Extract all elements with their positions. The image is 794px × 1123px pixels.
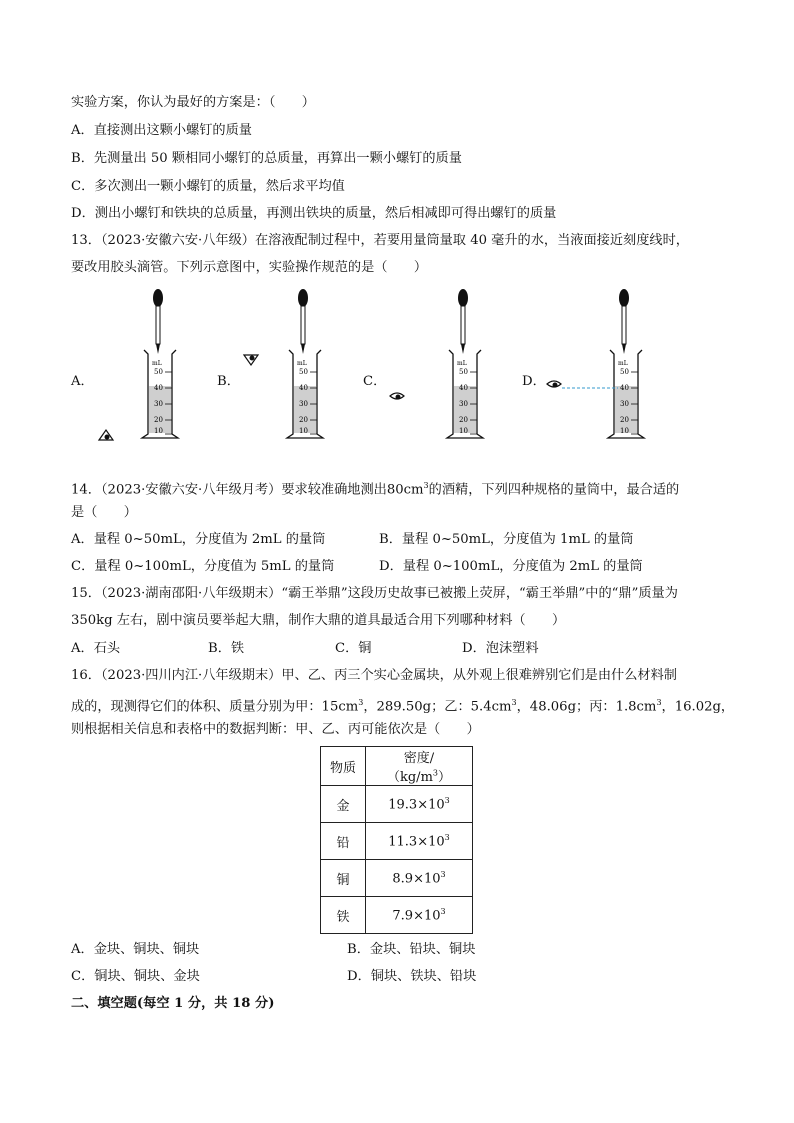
- tick-30: 30: [620, 400, 629, 408]
- q16-stem-line1: 16．（2023·四川内江·八年级期末）甲、乙、丙三个实心金属块，从外观上很难辨别它们是由什么材料制: [71, 668, 677, 683]
- q15-option-b: B．铁: [208, 641, 245, 656]
- eye-icon-c: [388, 392, 406, 406]
- q16-option-c: C．铜块、铜块、金块: [71, 969, 200, 984]
- density-cell: [366, 786, 473, 823]
- tick-40: 40: [299, 384, 308, 392]
- tick-50: 50: [154, 368, 163, 376]
- tick-20: 20: [299, 416, 308, 424]
- tick-20: 20: [459, 416, 468, 424]
- exp: 3: [444, 795, 450, 805]
- exp: 3: [432, 768, 438, 778]
- substance-cell: 金: [321, 786, 366, 823]
- q14-stem-line2: 是（ ）: [71, 505, 137, 520]
- q14-stem-line1: [71, 477, 679, 499]
- table-row: [321, 860, 473, 897]
- density-label-close: ）: [438, 770, 452, 785]
- exp: 3: [440, 906, 446, 916]
- q13-figure-c-label: C．: [363, 374, 387, 389]
- tick-30: 30: [459, 400, 468, 408]
- q12-stem-tail: 实验方案，你认为最好的方案是：（ ）: [71, 95, 315, 110]
- q14-stem-pre: 14．（2023·安徽六安·八年级月考）要求较准确地测出: [71, 482, 387, 498]
- tick-30: 30: [299, 400, 308, 408]
- q14-option-a: A．量程 0~50mL，分度值为 2mL 的量筒: [71, 532, 326, 547]
- q12-option-d: D．测出小螺钉和铁块的总质量，再测出铁块的质量，然后相减即可得出螺钉的质量: [71, 206, 557, 221]
- q16-volume-bing: ，48.06g；丙：1.8cm: [516, 699, 657, 715]
- tick-10: 10: [620, 427, 629, 435]
- q15-stem-line1: 15．（2023·湖南邵阳·八年级期末）“霸王举鼎”这段历史故事已被搬上荧屏，“霸王举鼎”中的“鼎”质量为: [71, 586, 678, 601]
- substance-cell: 铁: [321, 897, 366, 934]
- scale-unit: mL: [152, 360, 162, 367]
- dropper-bulb-icon: [298, 289, 308, 307]
- q12-option-c: C．多次测出一颗小螺钉的质量，然后求平均值: [71, 179, 345, 194]
- density-base: 7.9×10: [392, 908, 441, 924]
- exp: 3: [444, 832, 450, 842]
- tick-50: 50: [459, 368, 468, 376]
- table-row: [321, 897, 473, 934]
- scale-unit: mL: [618, 360, 628, 367]
- density-table: [320, 746, 473, 934]
- density-base: 19.3×10: [388, 797, 445, 813]
- q13-cylinder-d: [601, 288, 651, 440]
- q13-cylinder-a: [135, 288, 185, 440]
- q14-option-d: D．量程 0~100mL，分度值为 2mL 的量筒: [379, 559, 643, 574]
- scale-unit: mL: [457, 360, 467, 367]
- q13-figure-a-label: A．: [71, 374, 94, 389]
- q16-volume-jia: 成的，现测得它们的体积、质量分别为甲：15cm: [71, 699, 359, 715]
- q16-option-b: B．金块、铅块、铜块: [347, 942, 476, 957]
- q13-figure-b-label: B．: [217, 374, 240, 389]
- q14-stem-post: 的酒精，下列四种规格的量筒中，最合适的: [428, 482, 680, 498]
- q14-volume: 80cm: [386, 482, 424, 498]
- tick-20: 20: [620, 416, 629, 424]
- dropper-bulb-icon: [619, 289, 629, 307]
- substance-cell: 铜: [321, 860, 366, 897]
- density-cell: [366, 860, 473, 897]
- table-row: [321, 823, 473, 860]
- tick-30: 30: [154, 400, 163, 408]
- q15-option-c: C．铜: [335, 641, 372, 656]
- substance-cell: 铅: [321, 823, 366, 860]
- q14-option-b: B．量程 0~50mL，分度值为 1mL 的量筒: [379, 532, 634, 547]
- table-header-density: [366, 747, 473, 786]
- q12-option-a: A．直接测出这颗小螺钉的质量: [71, 123, 252, 138]
- exp: 3: [656, 698, 662, 707]
- tick-50: 50: [299, 368, 308, 376]
- exp: 3: [511, 698, 517, 707]
- tick-10: 10: [154, 427, 163, 435]
- tick-40: 40: [459, 384, 468, 392]
- density-label: 密度/（kg/m: [386, 751, 435, 785]
- exp: 3: [440, 869, 446, 879]
- q16-mass-bing: ，16.02g，: [661, 699, 735, 715]
- table-header-row: [321, 747, 473, 786]
- q16-volume-yi: ，289.50g；乙：5.4cm: [363, 699, 512, 715]
- tick-10: 10: [299, 427, 308, 435]
- table-header-substance: 物质: [321, 747, 366, 786]
- q13-stem-line1: 13．（2023·安徽六安·八年级）在溶液配制过程中，若要用量筒量取 40 毫升的水，当液面接近刻度线时，: [71, 233, 689, 248]
- tick-50: 50: [620, 368, 629, 376]
- q14-option-c: C．量程 0~100mL，分度值为 5mL 的量筒: [71, 559, 335, 574]
- eye-icon-d: [545, 380, 620, 394]
- density-cell: [366, 823, 473, 860]
- q15-option-d: D．泡沫塑料: [462, 641, 539, 656]
- q13-stem-line2: 要改用胶头滴管。下列示意图中，实验操作规范的是（ ）: [71, 260, 428, 275]
- q15-option-a: A．石头: [71, 641, 121, 656]
- table-row: [321, 786, 473, 823]
- dropper-bulb-icon: [153, 289, 163, 307]
- eye-icon-b: [242, 353, 260, 367]
- eye-icon-a: [97, 428, 115, 442]
- q13-figure-d-label: D．: [522, 374, 546, 389]
- tick-20: 20: [154, 416, 163, 424]
- q13-cylinder-c: [440, 288, 490, 440]
- q16-option-d: D．铜块、铁块、铅块: [347, 969, 477, 984]
- q16-stem-line2: [71, 694, 734, 716]
- q15-stem-line2: 350kg 左右，剧中演员要举起大鼎，制作大鼎的道具最适合用下列哪种材料（ ）: [71, 613, 566, 628]
- q16-stem-line3: 则根据相关信息和表格中的数据判断：甲、乙、丙可能依次是（ ）: [71, 722, 480, 737]
- q13-cylinder-b: [280, 288, 330, 440]
- scale-unit: mL: [297, 360, 307, 367]
- q12-option-b: B．先测量出 50 颗相同小螺钉的总质量，再算出一颗小螺钉的质量: [71, 151, 462, 166]
- exp: 3: [358, 698, 364, 707]
- q14-volume-exp: 3: [423, 481, 429, 490]
- dropper-bulb-icon: [458, 289, 468, 307]
- section2-title: 二、填空题(每空 1 分，共 18 分): [71, 996, 275, 1011]
- density-cell: [366, 897, 473, 934]
- density-base: 11.3×10: [388, 834, 445, 850]
- tick-40: 40: [620, 384, 629, 392]
- density-base: 8.9×10: [392, 871, 441, 887]
- q16-option-a: A．金块、铜块、铜块: [71, 942, 200, 957]
- tick-10: 10: [459, 427, 468, 435]
- tick-40: 40: [154, 384, 163, 392]
